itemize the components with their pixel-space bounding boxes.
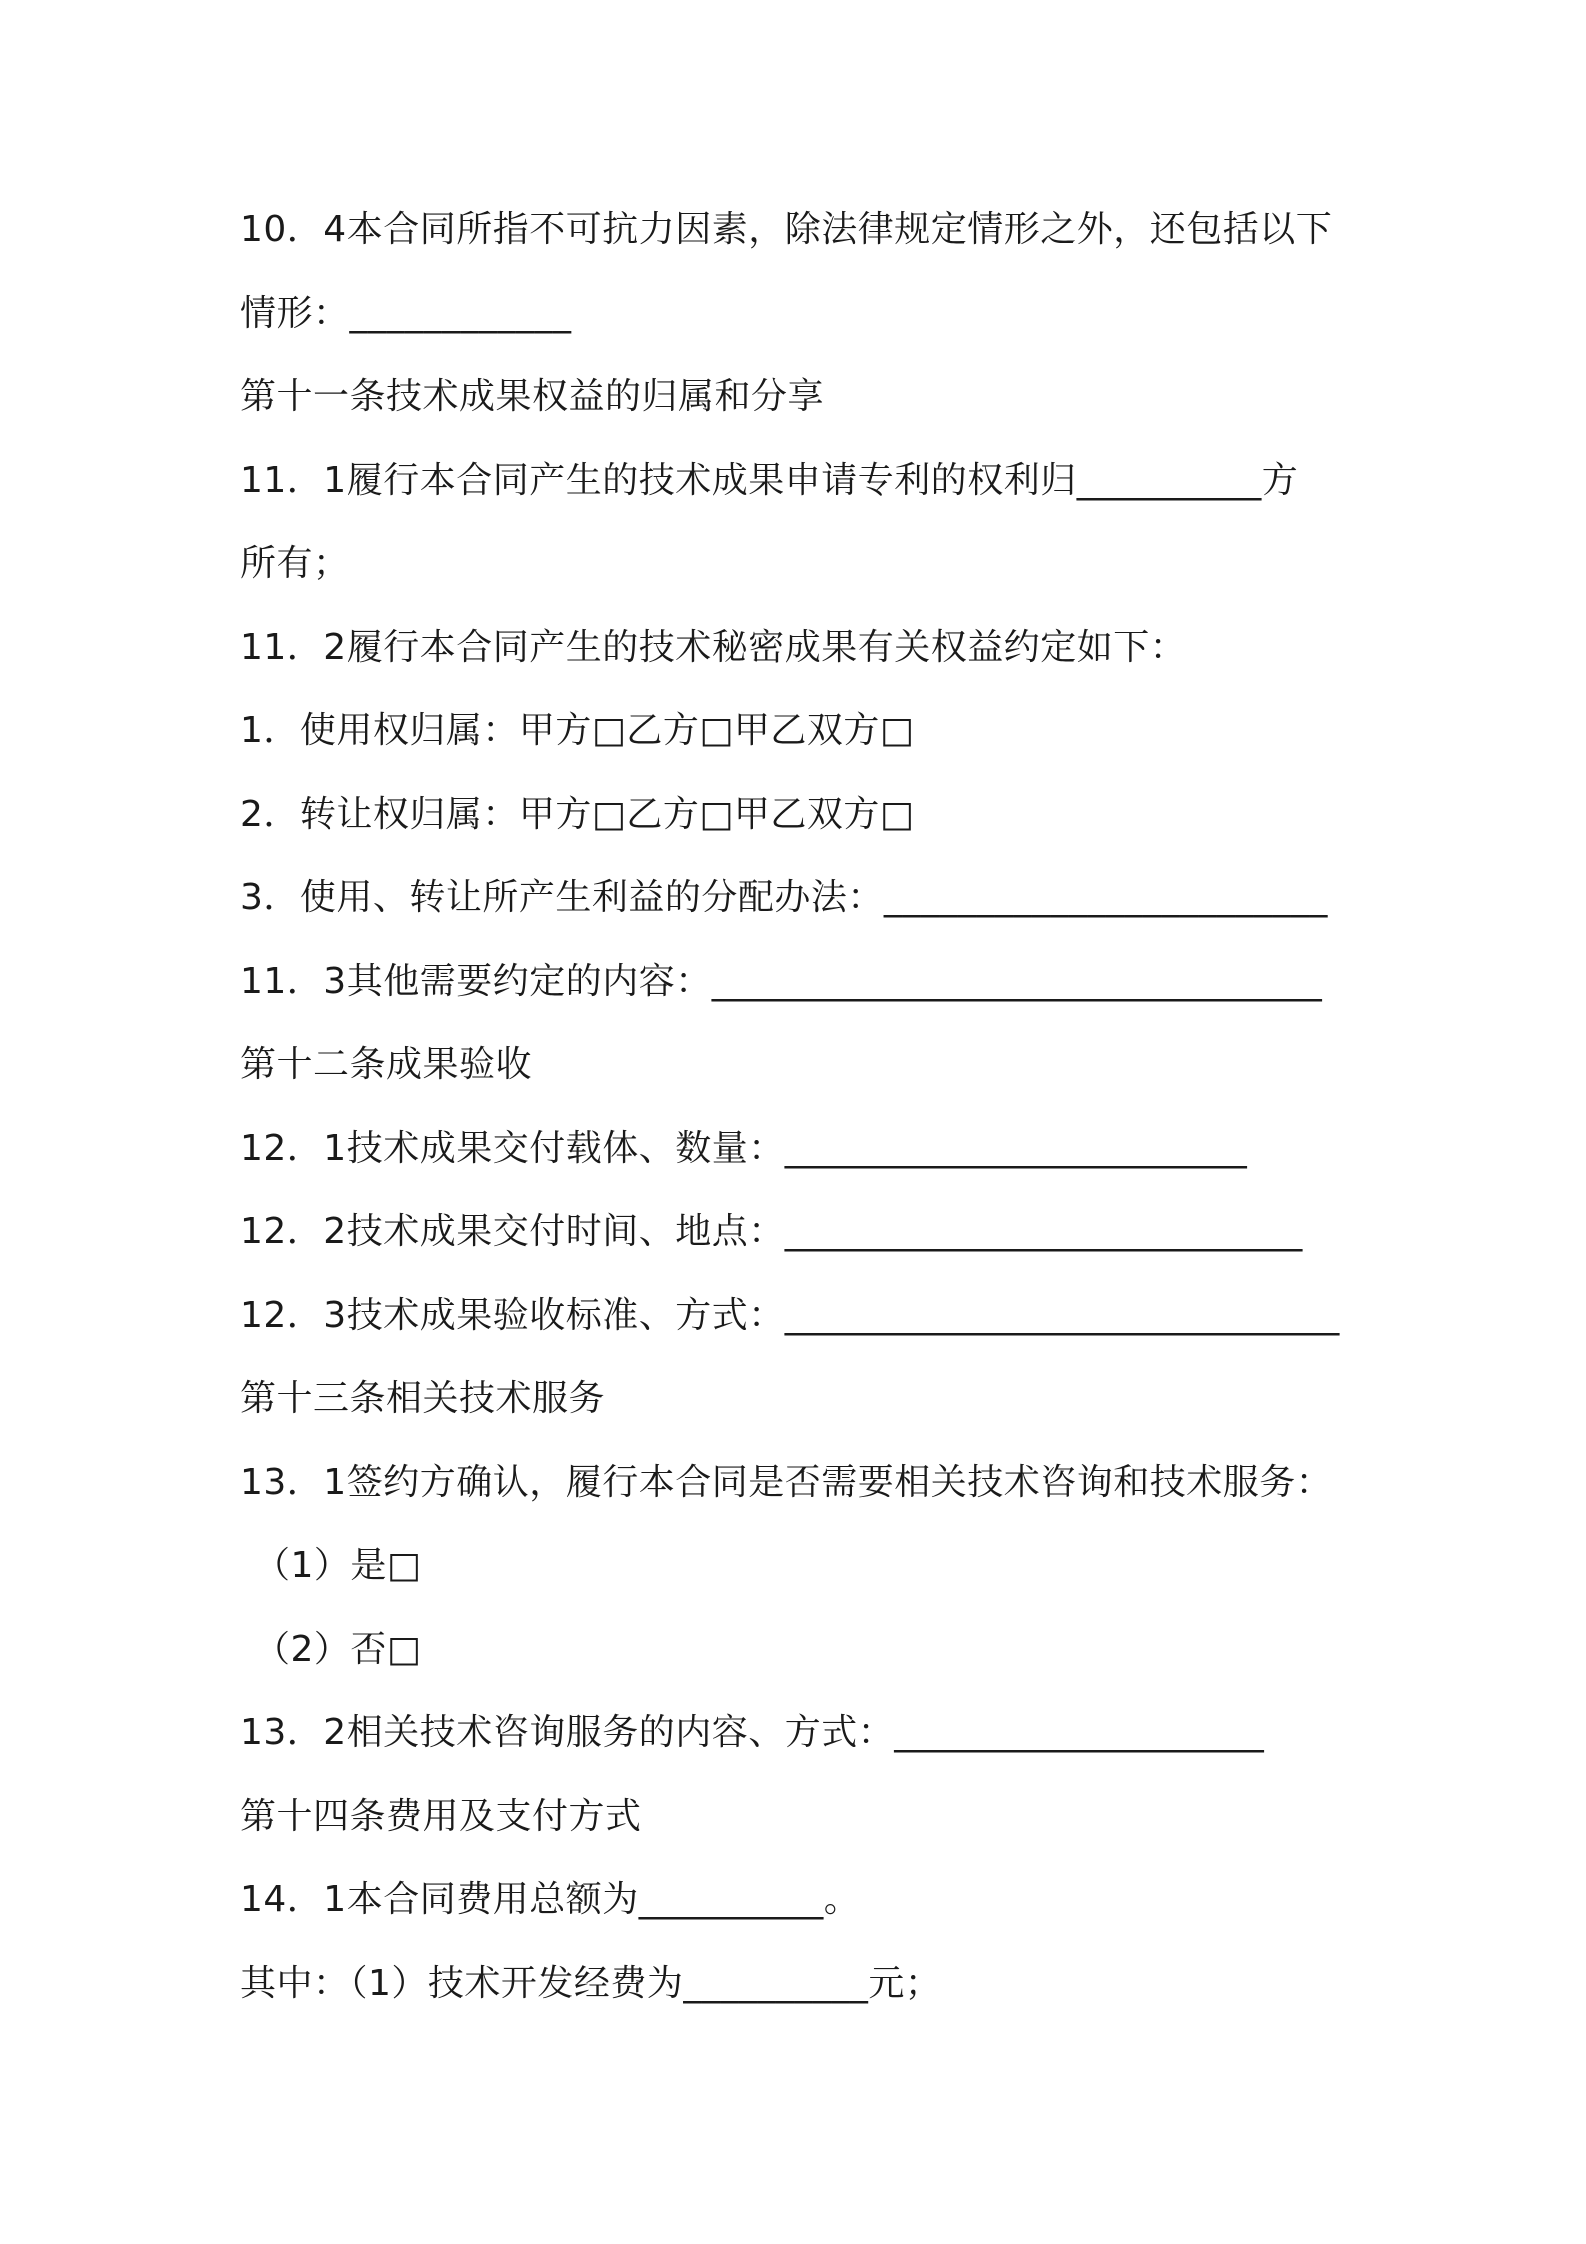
profit-distribution-field: 3．使用、转让所产生利益的分配办法：________________________ xyxy=(240,877,1328,918)
clause-12-2: 12．2技术成果交付时间、地点：____________________________ xyxy=(240,1211,1303,1252)
usage-rights-options: 1．使用权归属：甲方□乙方□甲乙双方□ xyxy=(240,710,915,751)
option-no: （2）否□ xyxy=(254,1628,422,1670)
development-fee-line: 其中：（1）技术开发经费为__________元； xyxy=(240,1962,942,2004)
clause-10-4-line-1: 10．4本合同所指不可抗力因素，除法律规定情形之外，还包括以下 xyxy=(240,209,1333,250)
article-12-heading: 第十二条成果验收 xyxy=(240,1044,533,1085)
clause-10-4-line-2: 情形：____________ xyxy=(240,292,572,334)
transfer-rights-options: 2．转让权归属：甲方□乙方□甲乙双方□ xyxy=(240,793,915,835)
clause-11-2: 11．2履行本合同产生的技术秘密成果有关权益约定如下： xyxy=(240,626,1187,668)
article-13-heading: 第十三条相关技术服务 xyxy=(240,1378,606,1419)
clause-13-1: 13．1签约方确认，履行本合同是否需要相关技术咨询和技术服务： xyxy=(240,1461,1333,1503)
clause-12-3: 12．3技术成果验收标准、方式：______________________________ xyxy=(240,1294,1340,1336)
clause-13-2: 13．2相关技术咨询服务的内容、方式：____________________ xyxy=(240,1712,1265,1753)
clause-11-1-line-2: 所有； xyxy=(240,543,350,584)
clause-12-1: 12．1技术成果交付载体、数量：_________________________ xyxy=(240,1127,1248,1169)
option-yes: （1）是□ xyxy=(254,1545,422,1586)
article-14-heading: 第十四条费用及支付方式 xyxy=(240,1795,642,1837)
document-body xyxy=(240,198,1360,2035)
clause-14-1: 14．1本合同费用总额为__________。 xyxy=(240,1879,861,1920)
clause-11-3: 11．3其他需要约定的内容：_________________________________ xyxy=(240,960,1323,1002)
clause-11-1-line-1: 11．1履行本合同产生的技术成果申请专利的权利归__________方 xyxy=(240,459,1299,501)
article-11-heading: 第十一条技术成果权益的归属和分享 xyxy=(240,376,825,417)
